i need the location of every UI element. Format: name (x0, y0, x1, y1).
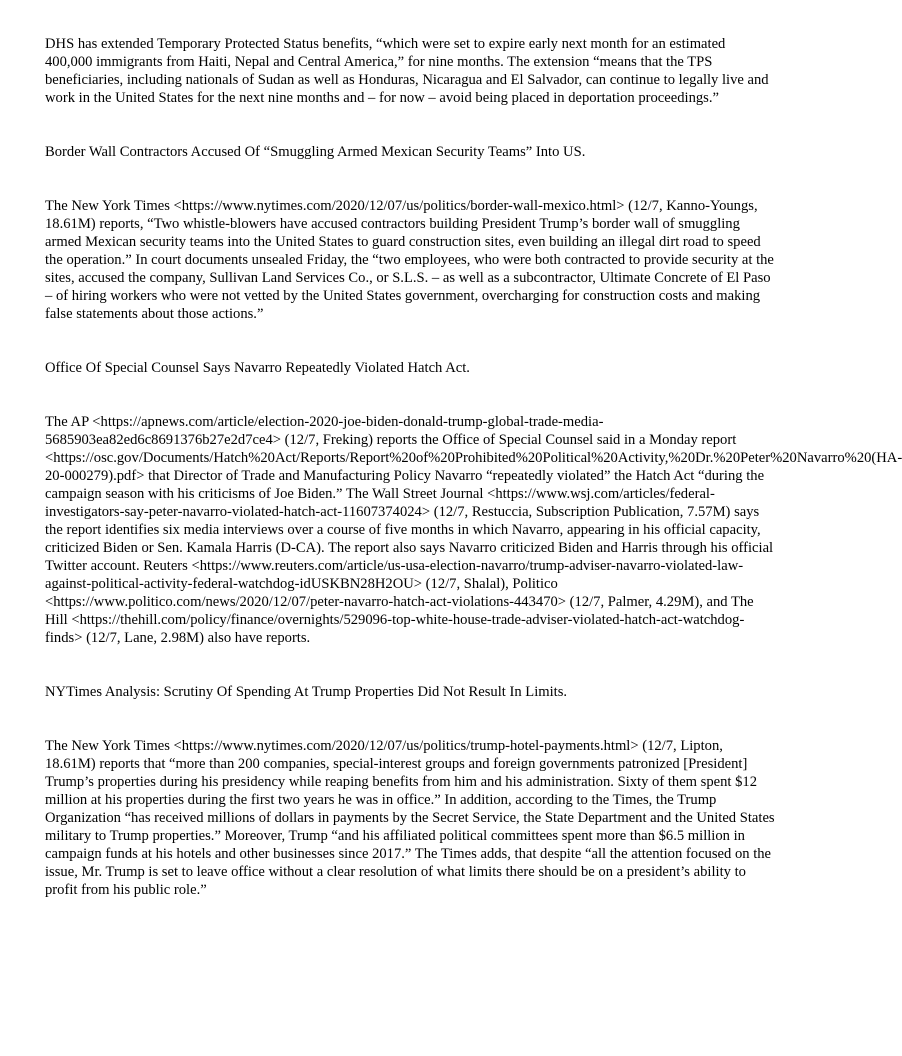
paragraph-spacer (45, 377, 775, 413)
paragraph-spacer (45, 647, 775, 683)
paragraph-spacer (45, 107, 775, 143)
paragraph-spacer (45, 323, 775, 359)
border-wall-headline: Border Wall Contractors Accused Of “Smuggling Armed Mexican Security Teams” Into US. (45, 144, 586, 160)
paragraph-spacer (45, 701, 775, 737)
trump-properties-story-paragraph: The New York Times <https://www.nytimes.com/2020/12/07/us/politics/trump-hotel-payments.html> (12/7, Lipton, 18.61M) reports that “more than 200 companies, special-interest groups and foreign governments patronized [President] Trump’s properties during his presidency while reaping benefits from him and his administration. Sixty of them spent $12 million at his properties during the first two years he was in office.” In addition, according to the Times, the Trump Organization “has received millions of dollars in payments by the Secret Service, the State Department and the United States military to Trump properties.” Moreover, Trump “and his affiliated political committees spent more than $6.5 million in campaign funds at his hotels and other businesses since 2017.” The Times adds, that despite “all the attention focused on the issue, Mr. Trump is set to leave office without a clear resolution of what limits there should be on a president’s ability to profit from his public role.” (45, 738, 779, 898)
navarro-hatch-act-headline: Office Of Special Counsel Says Navarro Repeatedly Violated Hatch Act. (45, 360, 470, 376)
document-body (45, 35, 902, 899)
border-wall-story-paragraph: The New York Times <https://www.nytimes.com/2020/12/07/us/politics/border-wall-mexico.html> (12/7, Kanno-Youngs, 18.61M) reports, “Two whistle-blowers have accused contractors building President Trump’s border wall of smuggling armed Mexican security teams into the United States to guard construction sites, even building an illegal dirt road to speed the operation.” In court documents unsealed Friday, the “two employees, who were both contracted to provide security at the sites, accused the company, Sullivan Land Services Co., or S.L.S. – as well as a subcontractor, Ultimate Concrete of El Paso – of hiring workers who were not vetted by the United States government, overcharging for construction costs and making false statements about those actions.” (45, 198, 778, 322)
tps-extension-paragraph: DHS has extended Temporary Protected Status benefits, “which were set to expire early next month for an estimated 400,000 immigrants from Haiti, Nepal and Central America,” for nine months. The extension “means that the TPS beneficiaries, including nationals of Sudan as well as Honduras, Nicaragua and El Salvador, can continue to legally live and work in the United States for the next nine months and – for now – avoid being placed in deportation proceedings.” (45, 36, 773, 106)
navarro-hatch-act-story-paragraph: The AP <https://apnews.com/article/election-2020-joe-biden-donald-trump-global-trade-media-5685903ea82ed6c8691376b27e2d7ce4> (12/7, Freking) reports the Office of Special Counsel said in a Monday report <https://osc.gov/Documents/Hatch%20Act/Reports/Report%20of%20Prohibited%20Political%20Activity,%20Dr.%20Peter%20Navarro%20(HA-20-000279).pdf> that Director of Trade and Manufacturing Policy Navarro “repeatedly violated” the Hatch Act “during the campaign season with his criticisms of Joe Biden.” The Wall Street Journal <https://www.wsj.com/articles/federal-investigators-say-peter-navarro-violated-hatch-act-11607374024> (12/7, Restuccia, Subscription Publication, 7.57M) says the report identifies six media interviews over a course of five months in which Navarro, appearing in his official capacity, criticized Biden or Sen. Kamala Harris (D-CA). The report also says Navarro criticized Biden and Harris through his official Twitter account. Reuters <https://www.reuters.com/article/us-usa-election-navarro/trump-adviser-navarro-violated-law-against-political-activity-federal-watchdog-idUSKBN28H2OU> (12/7, Shalal), Politico <https://www.politico.com/news/2020/12/07/peter-navarro-hatch-act-violations-443470> (12/7, Palmer, 4.29M), and The Hill <https://thehill.com/policy/finance/overnights/529096-top-white-house-trade-adviser-violated-hatch-act-watchdog-finds> (12/7, Lane, 2.98M) also have reports. (45, 414, 902, 646)
paragraph-spacer (45, 161, 775, 197)
trump-properties-headline: NYTimes Analysis: Scrutiny Of Spending At Trump Properties Did Not Result In Limits. (45, 684, 568, 700)
